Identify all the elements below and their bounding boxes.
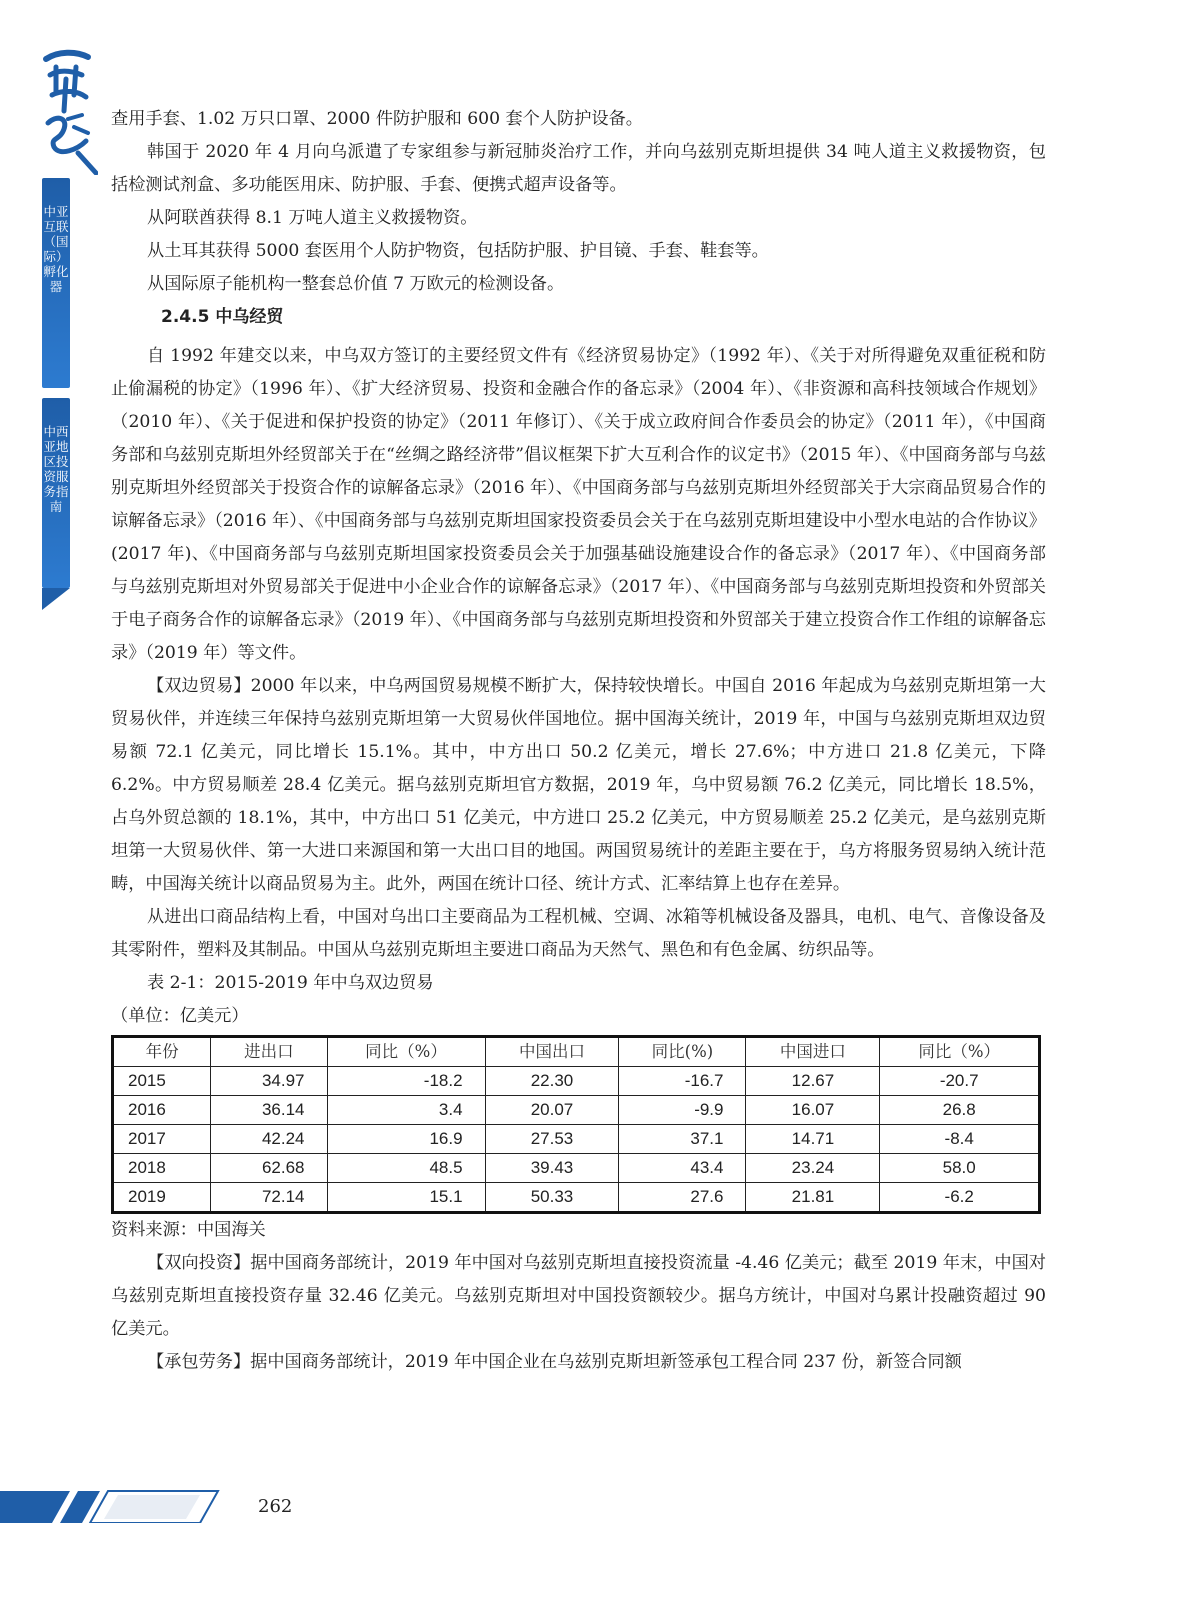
section-heading: 2.4.5 中乌经贸 [161,307,284,327]
table-cell: -8.4 [880,1125,1040,1154]
table-cell: 2019 [113,1183,211,1213]
paragraph: 自 1992 年建交以来，中乌双方签订的主要经贸文件有《经济贸易协定》（1992 年）、《关于对所得避免双重征税和防止偷漏税的协定》（1996 年）、《扩大经济贸易、投资和金融合作的备忘录》（2004 年）、《非资源和高科技领域合作规划》（2010 年）、《关于促进和保护投资的协定》（2011 年修订）、《关于成立政府间合作委员会的协定》（2011 年），《中国商务部和乌兹别克斯坦外经贸部关于在“丝绸之路经济带”倡议框架下扩大互利合作的议定书》（2015 年）、《中国商务部与乌兹别克斯坦外经贸部关于投资合作的谅解备忘录》（2016 年）、《中国商务部与乌兹别克斯坦外经贸部关于大宗商品贸易合作的谅解备忘录》（2016 年）、《中国商务部与乌兹别克斯坦国家投资委员会关于在乌兹别克斯坦建设中小型水电站的合作协议》(2017 年)、《中国商务部与乌兹别克斯坦国家投资委员会关于加强基础设施建设合作的备忘录》（2017 年）、《中国商务部与乌兹别克斯坦对外贸易部关于促进中小企业合作的谅解备忘录》（2017 年）、《中国商务部与乌兹别克斯坦投资和外贸部关于电子商务合作的谅解备忘录》（2019 年）、《中国商务部与乌兹别克斯坦投资和外贸部关于建立投资合作工作组的谅解备忘录》（2019 年）等文件。 [111,346,1046,663]
table-cell: 23.24 [746,1154,880,1183]
table-cell: 20.07 [485,1096,619,1125]
table-cell: 62.68 [211,1154,327,1183]
table-cell: 3.4 [327,1096,485,1125]
table-row [113,1096,1040,1125]
table-header-row [113,1037,1040,1067]
sidebar-label-bottom: 中西亚地区投资服务指南 [43,424,69,514]
table-cell: 22.30 [485,1067,619,1096]
table-source: 资料来源：中国海关 [111,1220,266,1240]
table-cell: 39.43 [485,1154,619,1183]
column-header: 中国出口 [485,1037,619,1067]
paragraph: 从进出口商品结构上看，中国对乌出口主要商品为工程机械、空调、冰箱等机械设备及器具，电机、电气、音像设备及其零附件，塑料及其制品。中国从乌兹别克斯坦主要进口商品为天然气、黑色和有色金属、纺织品等。 [111,907,1046,960]
paragraph: 从土耳其获得 5000 套医用个人防护物资，包括防护服、护目镜、手套、鞋套等。 [147,241,769,261]
column-header: 年份 [113,1037,211,1067]
table-cell: 2017 [113,1125,211,1154]
sidebar-band-top [42,178,70,388]
table-cell: -9.9 [619,1096,746,1125]
table-row [113,1067,1040,1096]
table-cell: 42.24 [211,1125,327,1154]
table-row [113,1125,1040,1154]
paragraph: 从国际原子能机构一整套总价值 7 万欧元的检测设备。 [147,274,565,294]
table-cell: 48.5 [327,1154,485,1183]
paragraph: 【承包劳务】据中国商务部统计，2019 年中国企业在乌兹别克斯坦新签承包工程合同 237 份，新签合同额 [147,1352,962,1372]
sidebar-band-tail [42,588,70,610]
table-cell: -18.2 [327,1067,485,1096]
sidebar-label-top: 中亚互联（国际）孵化器 [43,204,69,294]
footer-stripes [0,1483,230,1523]
table-cell: -20.7 [880,1067,1040,1096]
table-cell: 21.81 [746,1183,880,1213]
table-cell: 2018 [113,1154,211,1183]
table-cell: 72.14 [211,1183,327,1213]
table-cell: 27.53 [485,1125,619,1154]
table-cell: 26.8 [880,1096,1040,1125]
paragraph: 【双边贸易】2000 年以来，中乌两国贸易规模不断扩大，保持较快增长。中国自 2016 年起成为乌兹别克斯坦第一大贸易伙伴，并连续三年保持乌兹别克斯坦第一大贸易伙伴国地位。据中国海关统计，2019 年，中国与乌兹别克斯坦双边贸易额 72.1 亿美元，同比增长 15.1%。其中，中方出口 50.2 亿美元，增长 27.6%；中方进口 21.8 亿美元，下降 6.2%。中方贸易顺差 28.4 亿美元。据乌兹别克斯坦官方数据，2019 年，乌中贸易额 76.2 亿美元，同比增长 18.5%，占乌外贸总额的 18.1%，其中，中方出口 51 亿美元，中方进口 25.2 亿美元，中方贸易顺差 25.2 亿美元，是乌兹别克斯坦第一大贸易伙伴、第一大进口来源国和第一大出口目的地国。两国贸易统计的差距主要在于，乌方将服务贸易纳入统计范畴，中国海关统计以商品贸易为主。此外，两国在统计口径、统计方式、汇率结算上也存在差异。 [111,676,1046,894]
table-row [113,1154,1040,1183]
table-cell: 36.14 [211,1096,327,1125]
paragraph: 从阿联酋获得 8.1 万吨人道主义救援物资。 [147,208,478,228]
column-header: 同比（%） [327,1037,485,1067]
table-cell: 58.0 [880,1154,1040,1183]
sidebar-band-bottom [42,398,70,588]
column-header: 同比(%) [619,1037,746,1067]
paragraph: 【双向投资】据中国商务部统计，2019 年中国对乌兹别克斯坦直接投资流量 -4.46 亿美元；截至 2019 年末，中国对乌兹别克斯坦直接投资存量 32.46 亿美元。乌兹别克斯坦对中国投资额较少。据乌方统计，中国对乌累计投融资超过 90 亿美元。 [111,1253,1046,1339]
table-cell: 50.33 [485,1183,619,1213]
column-header: 进出口 [211,1037,327,1067]
trade-table [111,1035,1041,1214]
table-cell: -6.2 [880,1183,1040,1213]
table-cell: 43.4 [619,1154,746,1183]
table-caption: 表 2-1：2015-2019 年中乌双边贸易 [147,973,434,993]
column-header: 中国进口 [746,1037,880,1067]
table-cell: 16.9 [327,1125,485,1154]
paragraph: 韩国于 2020 年 4 月向乌派遣了专家组参与新冠肺炎治疗工作，并向乌兹别克斯坦提供 34 吨人道主义救援物资，包括检测试剂盒、多功能医用床、防护服、手套、便携式超声设备等。 [111,142,1046,195]
table-cell: -16.7 [619,1067,746,1096]
table-cell: 12.67 [746,1067,880,1096]
column-header: 同比（%） [880,1037,1040,1067]
paragraph: 查用手套、1.02 万只口罩、2000 件防护服和 600 套个人防护设备。 [111,109,643,129]
table-cell: 16.07 [746,1096,880,1125]
page-body [111,103,1046,1379]
page-number: 262 [258,1496,293,1517]
belt-road-logo [38,45,98,175]
table-cell: 27.6 [619,1183,746,1213]
table-cell: 14.71 [746,1125,880,1154]
table-cell: 15.1 [327,1183,485,1213]
table-row [113,1183,1040,1213]
table-cell: 2015 [113,1067,211,1096]
table-cell: 34.97 [211,1067,327,1096]
table-cell: 37.1 [619,1125,746,1154]
table-cell: 2016 [113,1096,211,1125]
table-unit: （单位：亿美元） [111,1006,249,1026]
